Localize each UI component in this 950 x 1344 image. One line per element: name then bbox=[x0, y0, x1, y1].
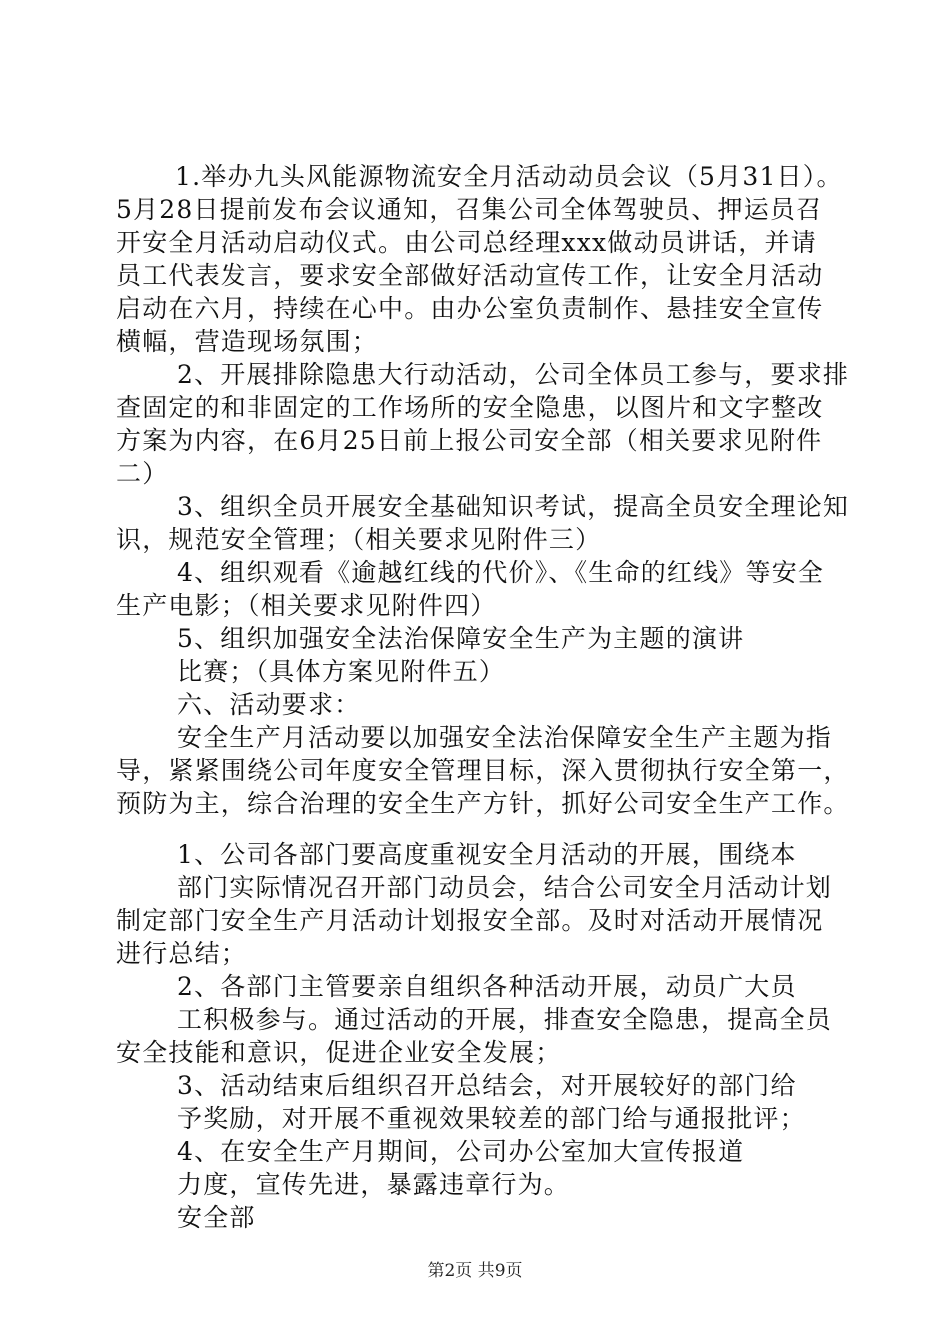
paragraph-line: 4、组织观看《逾越红线的代价》、《生命的红线》等安全 bbox=[177, 558, 825, 587]
paragraph-line: 4、在安全生产月期间，公司办公室加大宣传报道 bbox=[177, 1137, 745, 1166]
paragraph-line: 3、活动结束后组织召开总结会，对开展较好的部门给 bbox=[177, 1071, 797, 1100]
paragraph-line: 2、各部门主管要亲自组织各种活动开展，动员广大员 bbox=[177, 972, 797, 1001]
paragraph-line: 予奖励，对开展不重视效果较差的部门给与通报批评； bbox=[177, 1104, 806, 1133]
paragraph-line: 导，紧紧围绕公司年度安全管理目标，深入贯彻执行安全第一， bbox=[116, 756, 850, 785]
paragraph-line: 开安全月活动启动仪式。由公司总经理xxx做动员讲话，并请 bbox=[116, 228, 817, 257]
paragraph-line: 进行总结； bbox=[116, 939, 248, 968]
paragraph-line: 生产电影；（相关要求见附件四） bbox=[116, 591, 497, 620]
paragraph-line: 5、组织加强安全法治保障安全生产为主题的演讲 bbox=[177, 624, 745, 653]
section-heading: 六、活动要求： bbox=[177, 690, 361, 719]
signature-line: 安全部 bbox=[177, 1203, 256, 1232]
paragraph-line: 预防为主，综合治理的安全生产方针，抓好公司安全生产工作。 bbox=[116, 789, 850, 818]
paragraph-line: 横幅，营造现场氛围； bbox=[116, 327, 379, 356]
paragraph-line: 安全生产月活动要以加强安全法治保障安全生产主题为指 bbox=[177, 723, 833, 752]
paragraph-line: 方案为内容，在6月25日前上报公司安全部（相关要求见附件 bbox=[116, 426, 823, 455]
paragraph-line: 部门实际情况召开部门动员会，结合公司安全月活动计划 bbox=[177, 873, 833, 902]
paragraph-line: 比赛；（具体方案见附件五） bbox=[177, 657, 506, 686]
paragraph-line: 制定部门安全生产月活动计划报安全部。及时对活动开展情况 bbox=[116, 906, 824, 935]
paragraph-line: 二） bbox=[116, 459, 169, 488]
paragraph-line: 查固定的和非固定的工作场所的安全隐患，以图片和文字整改 bbox=[116, 393, 824, 422]
paragraph-line: 启动在六月，持续在心中。由办公室负责制作、悬挂安全宣传 bbox=[116, 294, 824, 323]
paragraph-line: 安全技能和意识，促进企业安全发展； bbox=[116, 1038, 562, 1067]
paragraph-line: 识，规范安全管理；（相关要求见附件三） bbox=[116, 525, 602, 554]
paragraph-line: 员工代表发言，要求安全部做好活动宣传工作，让安全月活动 bbox=[116, 261, 824, 290]
page-footer: 第2页 共9页 bbox=[427, 1261, 523, 1281]
paragraph-line: 力度，宣传先进，暴露违章行为。 bbox=[177, 1170, 571, 1199]
paragraph-line: 3、组织全员开展安全基础知识考试，提高全员安全理论知 bbox=[177, 492, 850, 521]
paragraph-line: 5月28日提前发布会议通知，召集公司全体驾驶员、押运员召 bbox=[116, 195, 823, 224]
paragraph-line: 1.举办九头风能源物流安全月活动动员会议（5月31日）。 bbox=[175, 162, 843, 191]
paragraph-line: 工积极参与。通过活动的开展，排查安全隐患，提高全员 bbox=[177, 1005, 833, 1034]
paragraph-line: 2、开展排除隐患大行动活动，公司全体员工参与，要求排 bbox=[177, 360, 850, 389]
paragraph-line: 1、公司各部门要高度重视安全月活动的开展，围绕本 bbox=[177, 840, 797, 869]
